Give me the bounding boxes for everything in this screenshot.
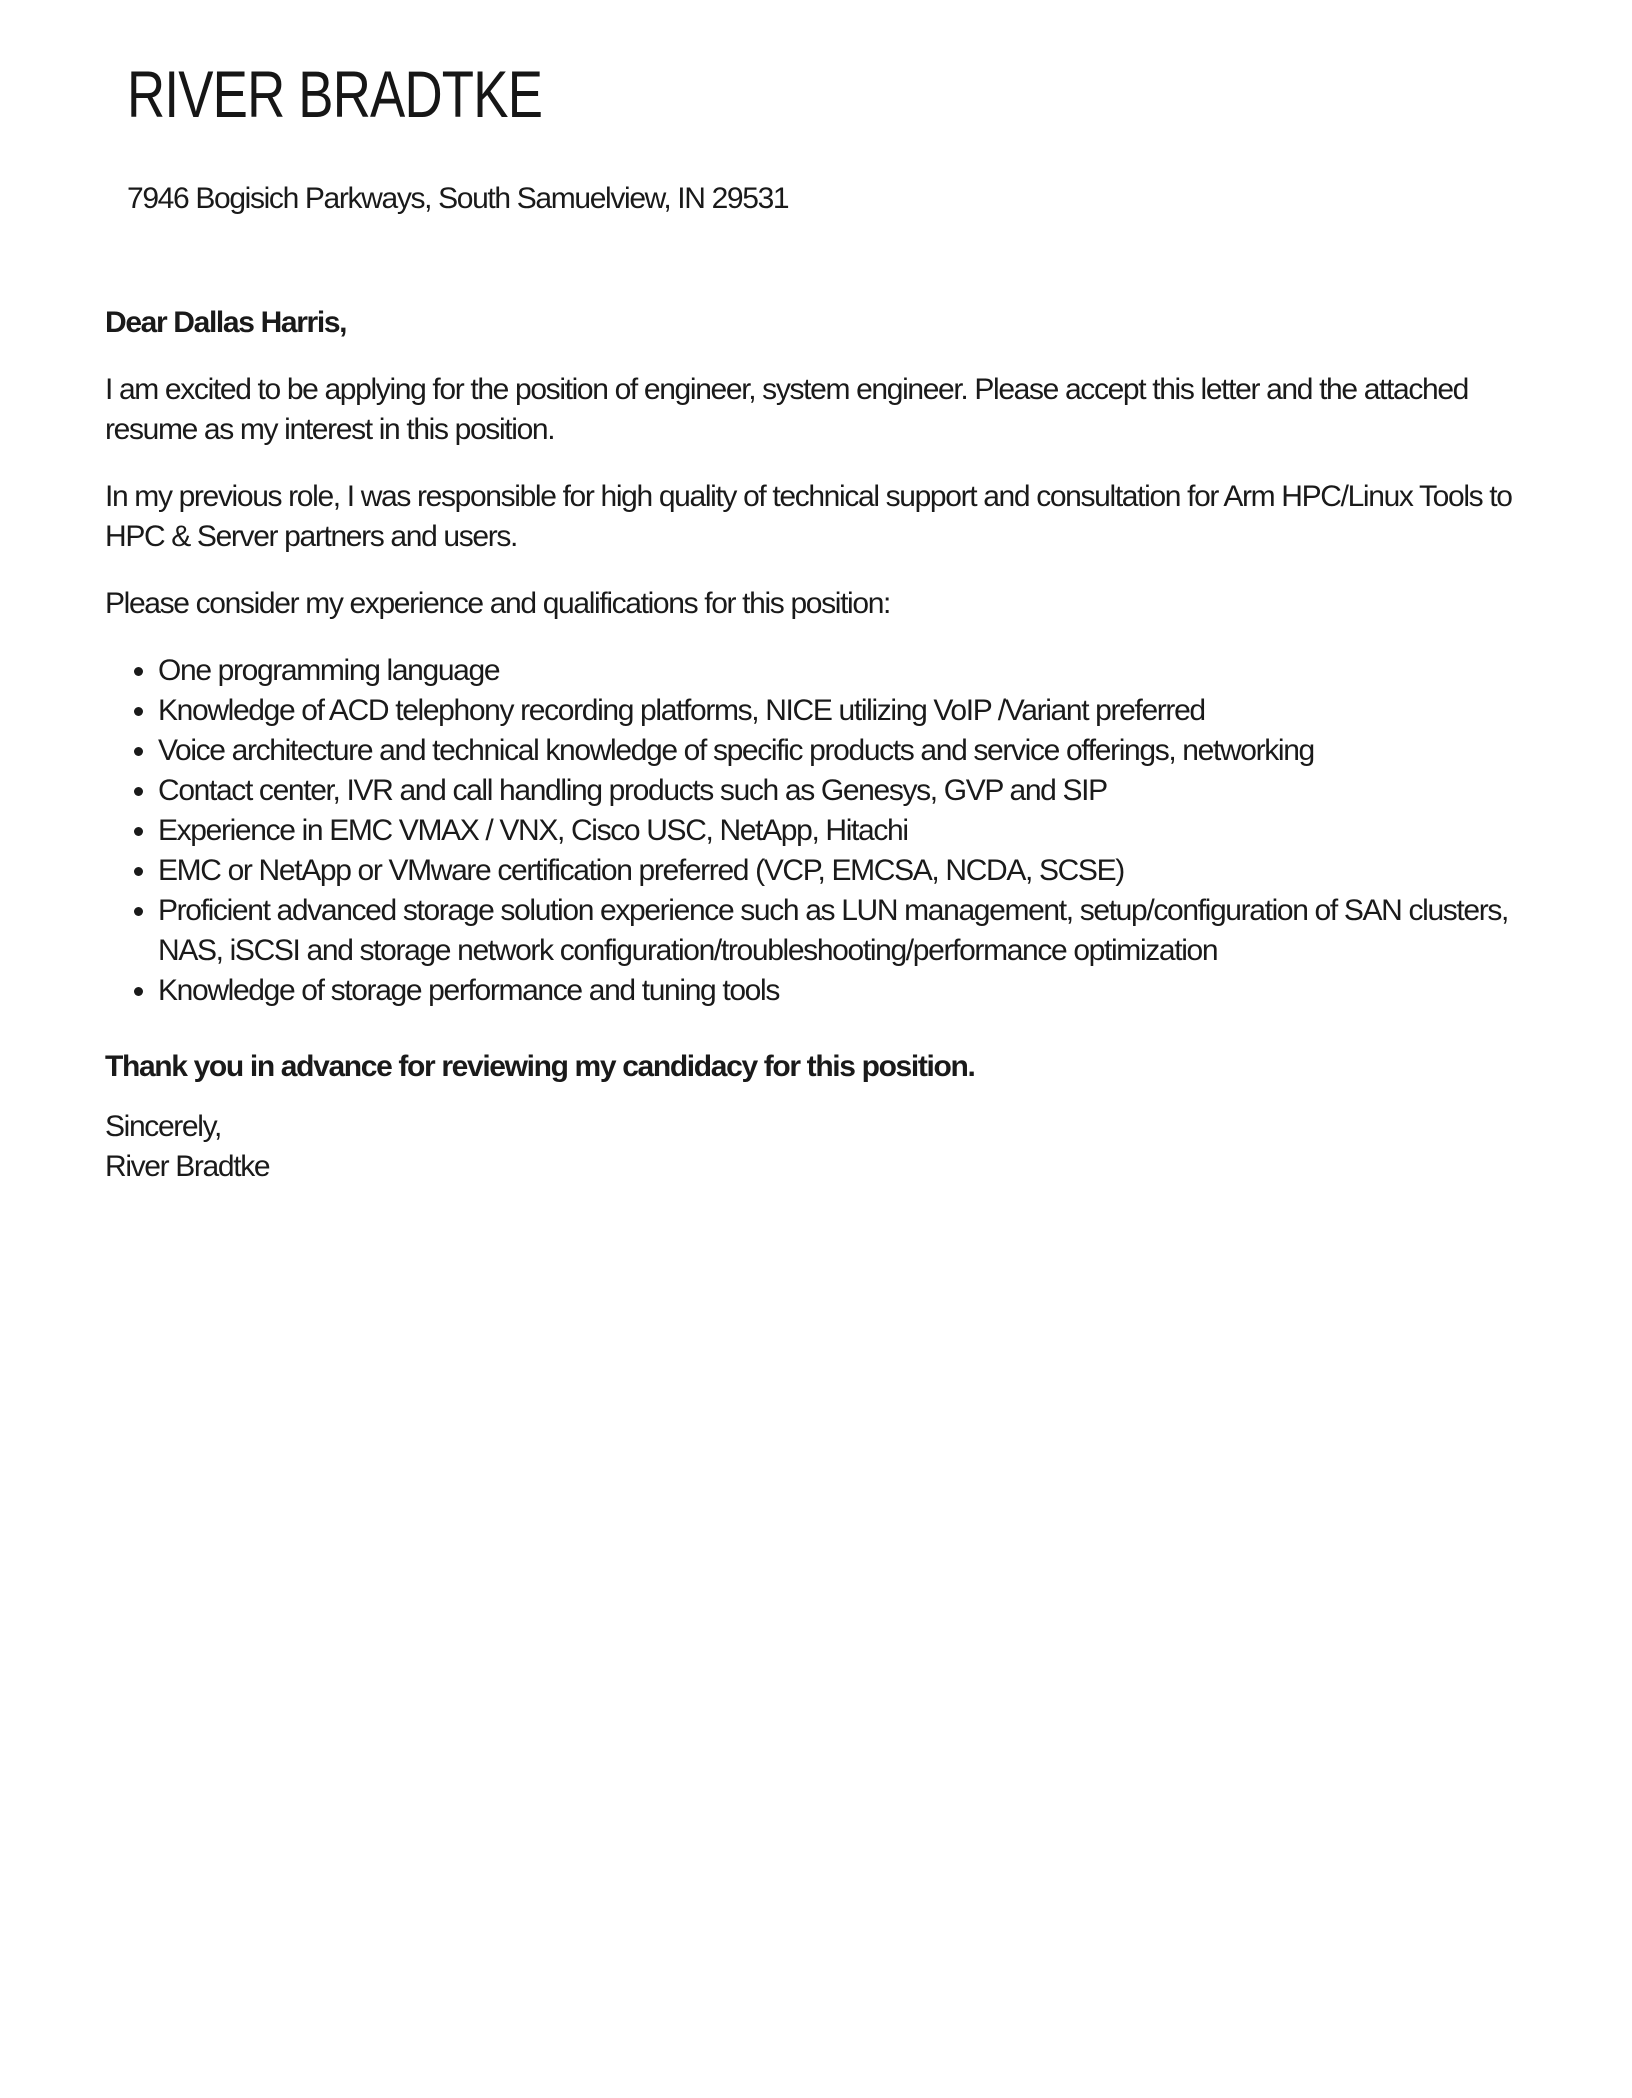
closing-salutation: Sincerely, [105,1110,221,1143]
qualification-item: • Proficient advanced storage solution experience such as LUN management, setup/configuration of SAN clusters, NAS, iSCSI and storage network configuration/troubleshooting/performance optimization [158,891,1545,971]
signature-name: River Bradtke [105,1150,270,1183]
qualification-item: • Knowledge of ACD telephony recording platforms, NICE utilizing VoIP /Variant preferred [158,691,1545,731]
paragraph-previous-role: In my previous role, I was responsible for high quality of technical support and consultation for Arm HPC/Linux Tools to HPC & Server partners and users. [105,480,1512,553]
qualification-item: • One programming language [158,651,1545,691]
salutation: Dear Dallas Harris, [105,306,347,339]
signature-block [105,1107,1545,1187]
qualification-item: • EMC or NetApp or VMware certification preferred (VCP, EMCSA, NCDA, SCSE) [158,851,1545,891]
letter-body [105,303,1545,1187]
paragraph-intro: I am excited to be applying for the position of engineer, system engineer. Please accept this letter and the attached resume as my interest in this position. [105,373,1468,446]
applicant-name: RIVER BRADTKE [127,57,543,131]
applicant-address: 7946 Bogisich Parkways, South Samuelview, IN 29531 [127,182,789,215]
qualifications-list [105,651,1545,1011]
letter-header [105,58,1545,219]
qualification-item: • Contact center, IVR and call handling products such as Genesys, GVP and SIP [158,771,1545,811]
qualification-item: • Experience in EMC VMAX / VNX, Cisco USC, NetApp, Hitachi [158,811,1545,851]
qualification-item: • Voice architecture and technical knowledge of specific products and service offerings, networking [158,731,1545,771]
qualification-item: • Knowledge of storage performance and tuning tools [158,971,1545,1011]
closing-thanks: Thank you in advance for reviewing my candidacy for this position. [105,1050,975,1083]
paragraph-qualifications-intro: Please consider my experience and qualifications for this position: [105,587,891,620]
